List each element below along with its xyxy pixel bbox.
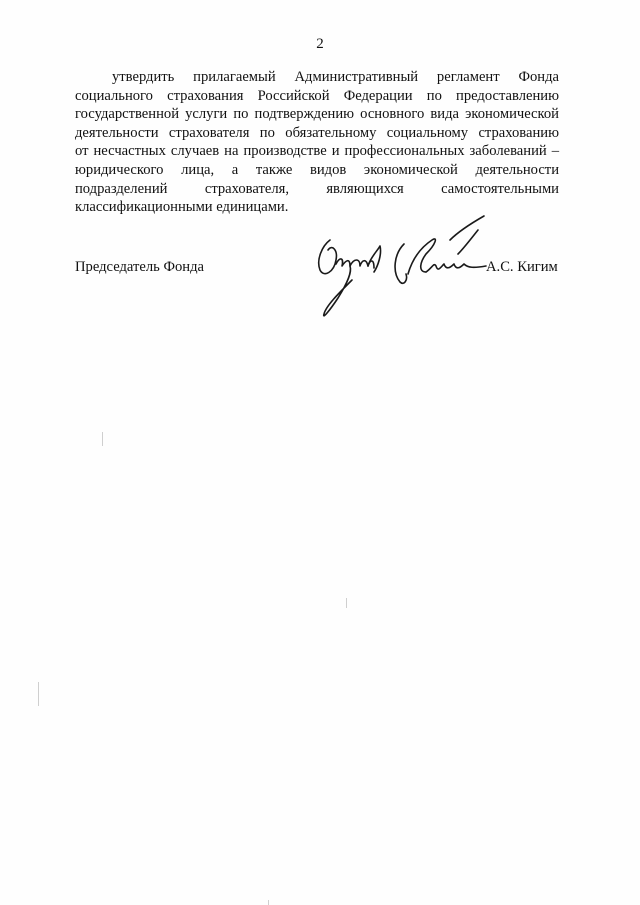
signatory-position: Председатель Фонда [75,259,204,275]
paragraph-line: от несчастных случаев на производстве и профессиональных заболеваний – [75,143,559,160]
scan-artifact [268,900,269,905]
scan-artifact [346,598,347,608]
scan-artifact [38,682,39,706]
paragraph-line: государственной услуги по подтверждению основного вида экономической [75,106,559,123]
paragraph-line: утвердить прилагаемый Административный регламент Фонда [112,69,559,85]
scan-artifact [102,432,103,446]
paragraph-line: социального страхования Российской Федерации по предоставлению [75,87,559,104]
paragraph-line: классификационными единицами. [75,199,289,216]
paragraph-line: подразделений страхователя, являющихся самостоятельными [75,180,559,197]
paragraph-line: юридического лица, а также видов экономической деятельности [75,161,559,178]
page-number: 2 [316,36,324,52]
body-paragraph [75,68,559,217]
handwritten-signature [308,210,498,330]
paragraph-line: деятельности страхователя по обязательному социальному страхованию [75,124,559,141]
signatory-name: А.С. Кигим [486,259,558,275]
